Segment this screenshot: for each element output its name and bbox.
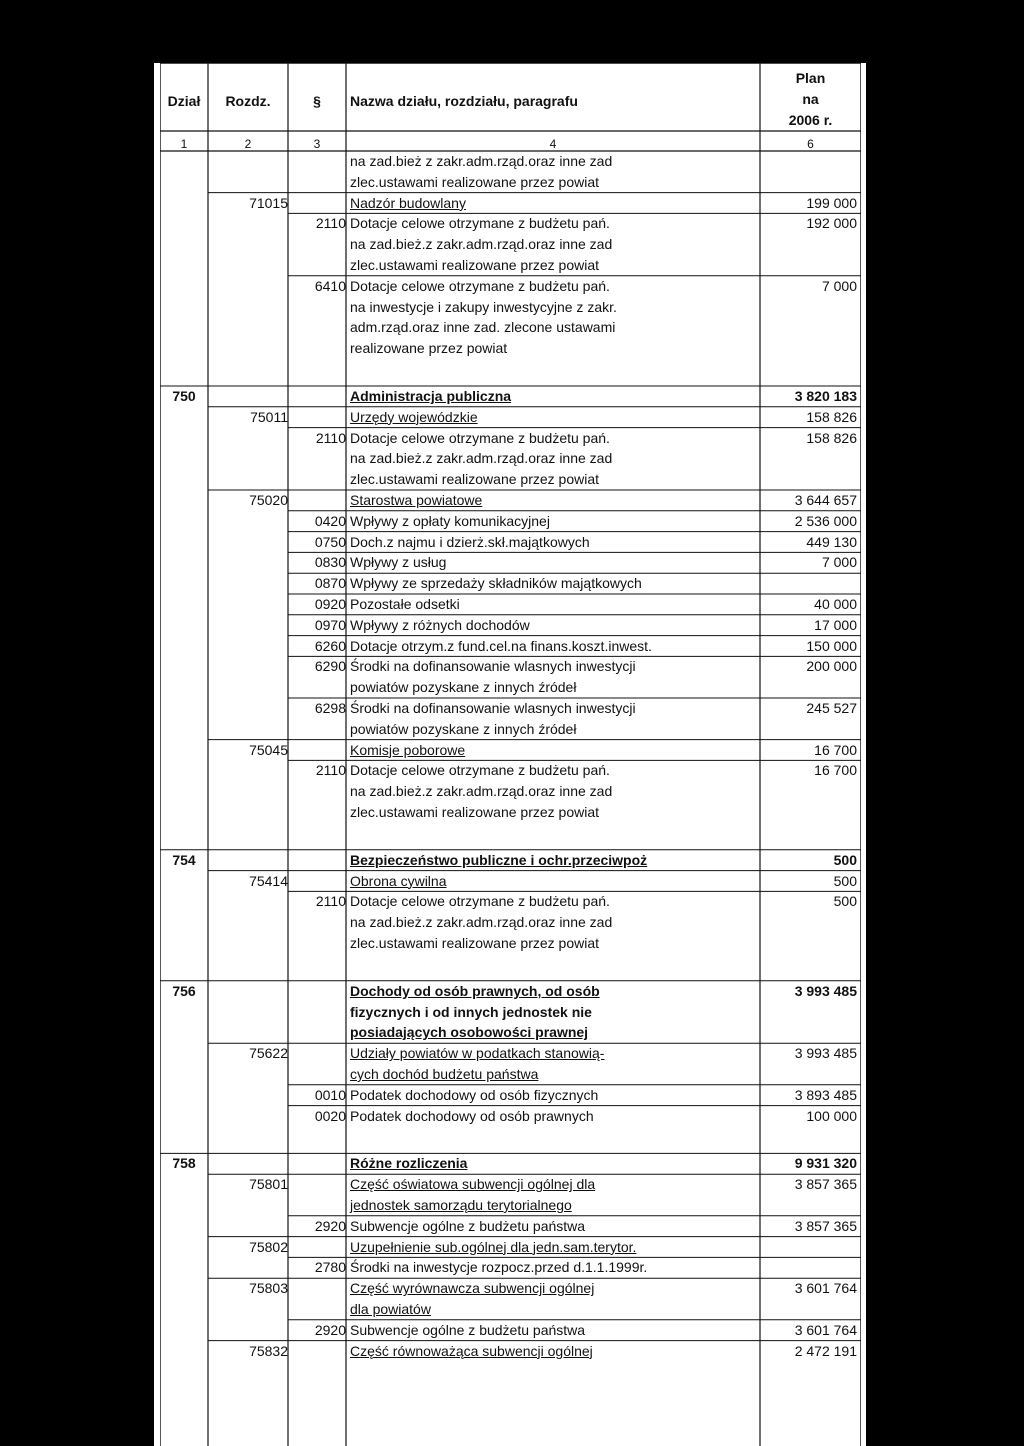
cell-plan: 3 820 183 — [794, 388, 857, 404]
cell-paragraf: 0750 — [314, 533, 346, 550]
cell-nazwa: zlec.ustawami realizowane przez powiat — [350, 173, 599, 190]
cell-nazwa: na zad.bież.z zakr.adm.rząd.oraz inne zad — [350, 783, 613, 800]
cell-plan: 245 527 — [806, 700, 857, 716]
cell-nazwa: Dochody od osób prawnych, od osób — [350, 982, 600, 999]
cell-plan: 449 130 — [806, 533, 857, 550]
cell-plan: 2 536 000 — [794, 512, 857, 529]
cell-nazwa: Udziały powiatów w podatkach stanowią- — [350, 1045, 605, 1062]
cell-nazwa: Administracja publiczna — [350, 388, 512, 404]
cell-nazwa: Subwencje ogólne z budżetu państwa — [350, 1321, 586, 1338]
header-plan-1: Plan — [795, 70, 826, 86]
cell-nazwa: Uzupełnienie sub.ogólnej dla jedn.sam.terytor. — [350, 1238, 637, 1255]
cell-rozdzial: 75832 — [249, 1342, 288, 1359]
cell-plan: 16 700 — [814, 762, 857, 779]
cell-plan: 40 000 — [814, 596, 857, 612]
cell-nazwa: na inwestycje i zakupy inwestycyjne z zakr. — [350, 298, 617, 315]
cell-paragraf: 0020 — [314, 1107, 346, 1124]
cell-nazwa: Podatek dochodowy od osób fizycznych — [350, 1086, 599, 1103]
colnum-2: 2 — [244, 137, 252, 151]
cell-nazwa: realizowane przez powiat — [350, 340, 508, 357]
cell-nazwa: powiatów pozyskane z innych źródeł — [350, 679, 577, 696]
cell-paragraf: 6298 — [314, 700, 346, 716]
cell-plan: 100 000 — [806, 1107, 857, 1124]
cell-plan: 192 000 — [806, 215, 857, 232]
cell-nazwa: cych dochód budżetu państwa — [350, 1066, 539, 1082]
cell-plan: 3 893 485 — [794, 1086, 857, 1103]
cell-rozdzial: 71015 — [249, 194, 288, 211]
cell-plan: 9 931 320 — [794, 1155, 857, 1172]
cell-rozdzial: 75045 — [249, 741, 288, 758]
cell-plan: 3 857 365 — [794, 1176, 857, 1193]
cell-plan: 3 601 764 — [794, 1280, 857, 1297]
cell-paragraf: 6410 — [314, 277, 346, 294]
cell-nazwa: Część wyrównawcza subwencji ogólnej — [350, 1280, 595, 1297]
cell-nazwa: posiadających osobowości prawnej — [350, 1024, 589, 1041]
cell-rozdzial: 75414 — [249, 872, 288, 889]
cell-paragraf: 0870 — [314, 575, 346, 592]
cell-nazwa: zlec.ustawami realizowane przez powiat — [350, 471, 599, 488]
cell-dzial: 758 — [172, 1155, 196, 1172]
cell-nazwa: Obrona cywilna — [350, 872, 447, 889]
cell-nazwa: jednostek samorządu terytorialnego — [350, 1197, 572, 1213]
header-plan-2: na — [802, 91, 819, 107]
header-paragraf: § — [313, 93, 321, 109]
cell-paragraf: 2780 — [314, 1259, 346, 1276]
cell-nazwa: Dotacje otrzym.z fund.cel.na finans.koszt.inwest. — [350, 637, 652, 654]
cell-plan: 3 601 764 — [794, 1321, 857, 1338]
cell-plan: 3 644 657 — [794, 492, 857, 508]
cell-paragraf: 2110 — [315, 762, 346, 779]
cell-nazwa: Bezpieczeństwo publiczne i ochr.przeciwpoż — [350, 851, 648, 868]
cell-rozdzial: 75802 — [249, 1238, 288, 1255]
colnum-3: 3 — [313, 137, 321, 151]
cell-nazwa: Różne rozliczenia — [350, 1155, 468, 1172]
cell-nazwa: Dotacje celowe otrzymane z budżetu pań. — [350, 215, 610, 232]
cell-nazwa: adm.rząd.oraz inne zad. zlecone ustawami — [350, 319, 616, 336]
cell-nazwa: Pozostałe odsetki — [350, 596, 460, 612]
budget-table — [160, 63, 861, 1446]
cell-dzial: 756 — [172, 982, 196, 999]
cell-nazwa: Komisje poborowe — [350, 741, 466, 758]
cell-plan: 199 000 — [806, 194, 857, 211]
cell-nazwa: Część równoważąca subwencji ogólnej — [350, 1342, 593, 1359]
cell-dzial: 750 — [172, 388, 196, 404]
document-page — [154, 63, 866, 1446]
cell-nazwa: na zad.bież.z zakr.adm.rząd.oraz inne zad — [350, 914, 613, 931]
colnum-4: 4 — [549, 137, 557, 151]
cell-rozdzial: 75011 — [250, 408, 288, 425]
cell-nazwa: Dotacje celowe otrzymane z budżetu pań. — [350, 429, 610, 446]
cell-nazwa: fizycznych i od innych jednostek nie — [350, 1003, 592, 1020]
cell-nazwa: zlec.ustawami realizowane przez powiat — [350, 257, 599, 273]
cell-plan: 7 000 — [821, 277, 857, 294]
colnum-1: 1 — [180, 137, 188, 151]
cell-rozdzial: 75020 — [249, 492, 288, 508]
cell-nazwa: Wpływy z różnych dochodów — [350, 616, 530, 633]
cell-nazwa: powiatów pozyskane z innych źródeł — [350, 720, 577, 737]
cell-paragraf: 6260 — [314, 637, 346, 654]
cell-plan: 500 — [833, 851, 857, 868]
cell-plan: 500 — [833, 893, 857, 910]
cell-dzial: 754 — [172, 851, 196, 868]
cell-nazwa: na zad.bież.z zakr.adm.rząd.oraz inne zad — [350, 450, 613, 467]
cell-nazwa: Środki na inwestycje rozpocz.przed d.1.1.1999r. — [350, 1259, 648, 1276]
cell-nazwa: dla powiatów — [350, 1301, 431, 1317]
cell-nazwa: Środki na dofinansowanie wlasnych inwestycji — [350, 700, 636, 716]
cell-nazwa: Wpływy z usług — [350, 554, 447, 571]
cell-paragraf: 0920 — [314, 596, 346, 612]
cell-paragraf: 0010 — [314, 1086, 346, 1103]
cell-nazwa: Dotacje celowe otrzymane z budżetu pań. — [350, 893, 610, 910]
cell-nazwa: zlec.ustawami realizowane przez powiat — [350, 804, 599, 820]
cell-plan: 2 472 191 — [794, 1342, 857, 1359]
cell-plan: 3 993 485 — [794, 982, 857, 999]
cell-nazwa: Dotacje celowe otrzymane z budżetu pań. — [350, 762, 610, 779]
cell-rozdzial: 75622 — [249, 1045, 288, 1062]
cell-nazwa: Podatek dochodowy od osób prawnych — [350, 1107, 594, 1124]
cell-nazwa: Nadzór budowlany — [350, 194, 466, 211]
colnum-6: 6 — [807, 137, 814, 151]
cell-nazwa: zlec.ustawami realizowane przez powiat — [350, 935, 599, 951]
cell-paragraf: 2920 — [314, 1217, 346, 1234]
cell-paragraf: 0420 — [314, 512, 346, 529]
cell-rozdzial: 75803 — [249, 1280, 288, 1297]
cell-plan: 500 — [833, 872, 857, 889]
cell-paragraf: 2110 — [315, 429, 346, 446]
cell-nazwa: Doch.z najmu i dzierż.skł.majątkowych — [350, 533, 590, 550]
cell-paragraf: 2920 — [314, 1321, 346, 1338]
cell-plan: 158 826 — [806, 429, 857, 446]
cell-nazwa: Starostwa powiatowe — [350, 492, 483, 508]
cell-plan: 3 993 485 — [794, 1045, 857, 1062]
cell-nazwa: Wpływy ze sprzedaży składników majątkowych — [350, 575, 642, 592]
cell-plan: 7 000 — [821, 554, 857, 571]
cell-paragraf: 2110 — [315, 893, 346, 910]
cell-paragraf: 0970 — [314, 616, 346, 633]
cell-nazwa: Wpływy z opłaty komunikacyjnej — [350, 512, 550, 529]
header-plan-3: 2006 r. — [788, 112, 833, 128]
header-dzial: Dział — [167, 93, 201, 109]
cell-plan: 200 000 — [806, 658, 857, 675]
cell-paragraf: 2110 — [315, 215, 346, 232]
header-nazwa: Nazwa działu, rozdziału, paragrafu — [350, 93, 578, 109]
cell-plan: 16 700 — [814, 741, 857, 758]
cell-paragraf: 6290 — [314, 658, 346, 675]
cell-rozdzial: 75801 — [249, 1176, 288, 1193]
cell-nazwa: Dotacje celowe otrzymane z budżetu pań. — [350, 277, 610, 294]
cell-nazwa: Subwencje ogólne z budżetu państwa — [350, 1217, 586, 1234]
cell-plan: 3 857 365 — [794, 1217, 857, 1234]
cell-plan: 158 826 — [806, 408, 857, 425]
cell-paragraf: 0830 — [314, 554, 346, 571]
cell-nazwa: Środki na dofinansowanie wlasnych inwestycji — [350, 658, 636, 675]
cell-plan: 17 000 — [814, 616, 857, 633]
cell-nazwa: na zad.bież.z zakr.adm.rząd.oraz inne zad — [350, 236, 613, 253]
cell-nazwa: na zad.bież z zakr.adm.rząd.oraz inne zad — [350, 153, 613, 169]
cell-plan: 150 000 — [806, 637, 857, 654]
cell-nazwa: Urzędy wojewódzkie — [350, 408, 478, 425]
cell-nazwa: Część oświatowa subwencji ogólnej dla — [350, 1176, 596, 1193]
header-rozdzial: Rozdz. — [225, 93, 271, 109]
